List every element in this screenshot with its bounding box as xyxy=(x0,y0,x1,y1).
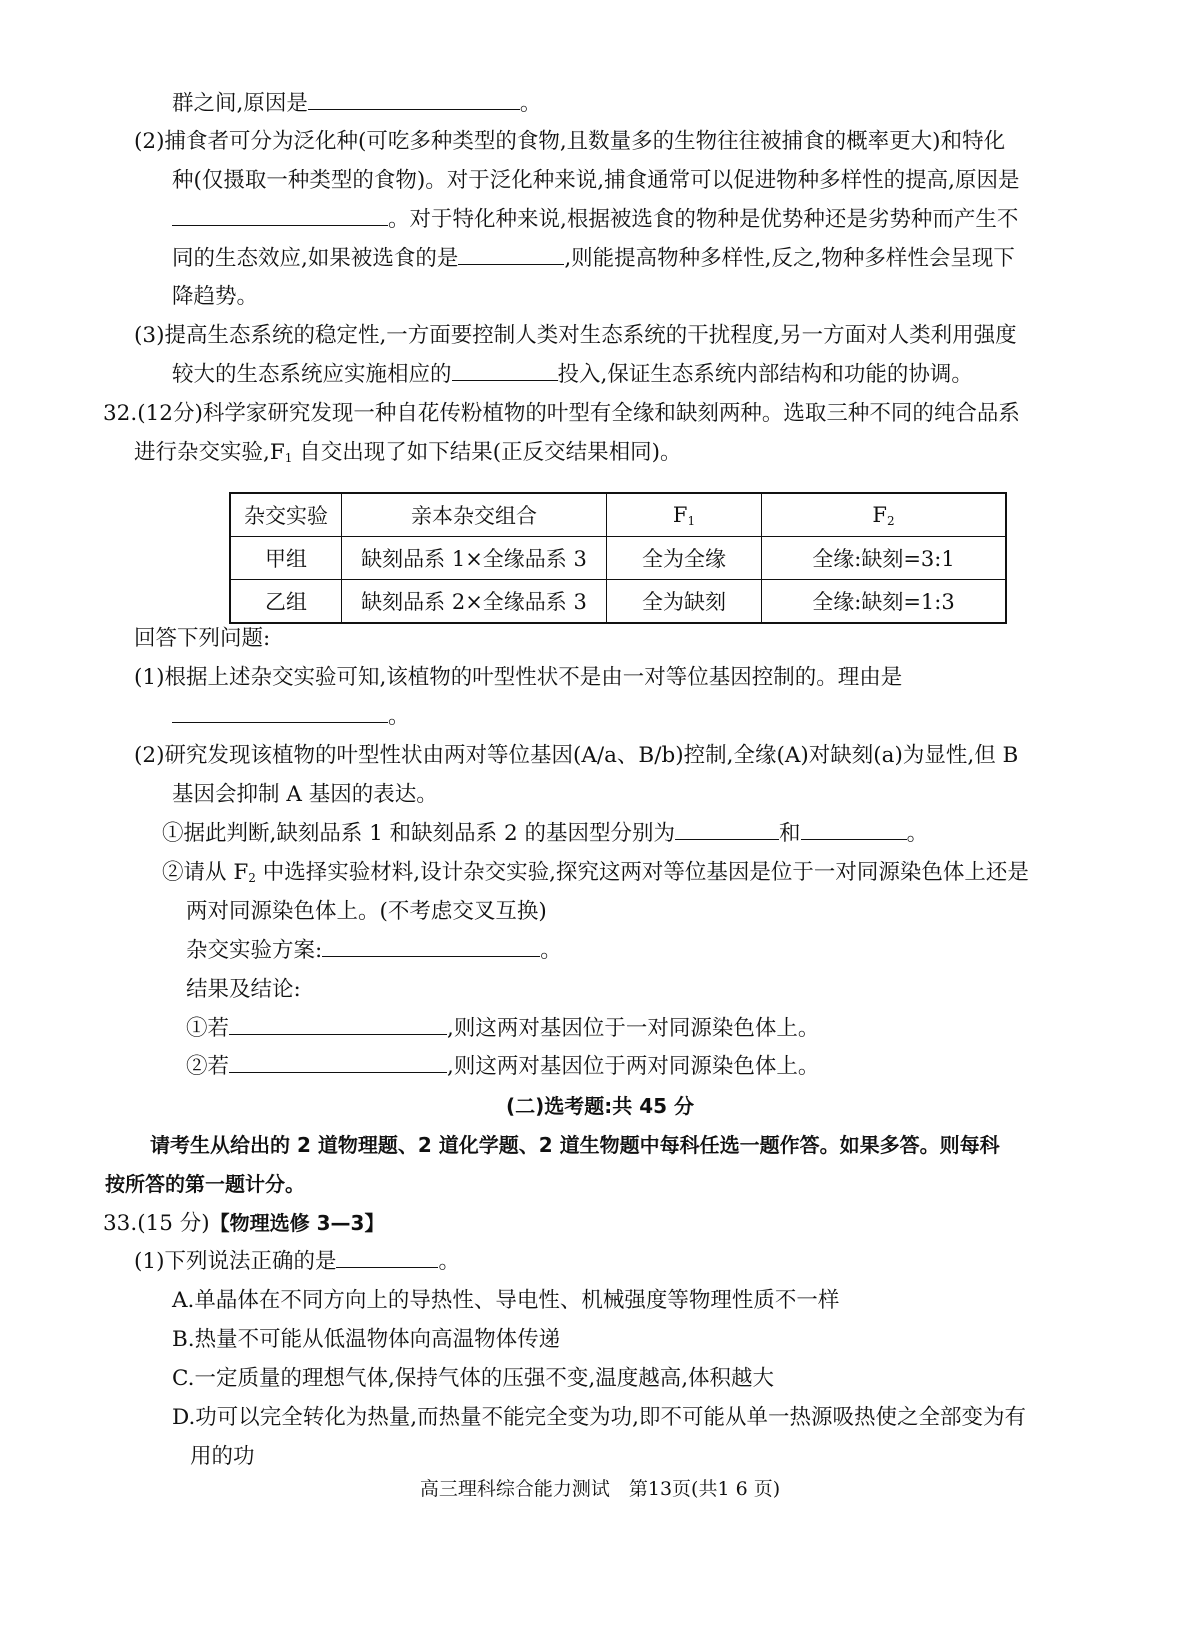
q32-2-c2-text: 和 xyxy=(779,821,801,846)
q31-2-d2-text: ,则能提高物种多样性,反之,物种多样性会呈现下 xyxy=(564,246,1015,271)
header-parents: 亲本杂交组合 xyxy=(342,493,607,537)
q32-b1-text: 进行杂交实验,F xyxy=(134,440,285,465)
period: 。 xyxy=(906,821,929,846)
q31-2-line-e: 降趋势。 xyxy=(172,284,259,309)
q32-1-line-b xyxy=(172,703,410,731)
r1a-text: ①若 xyxy=(186,1016,230,1041)
option-d-line-a: D.功可以完全转化为热量,而热量不能完全变为功,即不可能从单一热源吸热使之全部变为有 xyxy=(172,1405,1026,1430)
scheme-label: 杂交实验方案: xyxy=(186,938,323,963)
q32-2-d2-text: 中选择实验材料,设计杂交实验,探究这两对等位基因是位于一对同源染色体上还是 xyxy=(255,860,1029,885)
table-cell: 全为缺刻 xyxy=(607,580,762,624)
table-header-row xyxy=(230,493,1006,537)
period: 。 xyxy=(519,91,542,116)
q33-tag: 【物理选修 3—3】 xyxy=(209,1211,385,1235)
q31-tail-line xyxy=(172,90,541,118)
table-row xyxy=(230,580,1006,624)
q32-1-line-a: (1)根据上述杂交实验可知,该植物的叶型性状不是由一对等位基因控制的。理由是 xyxy=(134,665,903,690)
q31-tail-text: 群之间,原因是 xyxy=(172,91,308,116)
option-a: A.单晶体在不同方向上的导热性、导电性、机械强度等物理性质不一样 xyxy=(172,1288,840,1313)
result-1-line xyxy=(186,1015,819,1043)
table-row xyxy=(230,537,1006,580)
answer-blank[interactable] xyxy=(229,1054,447,1073)
table-cell: 缺刻品系 1×全缘品系 3 xyxy=(342,537,607,580)
answer-blank[interactable] xyxy=(675,821,779,840)
instruction-line-a: 请考生从给出的 2 道物理题、2 道化学题、2 道生物题中每科任选一题作答。如果多答。则每科 xyxy=(150,1133,1000,1157)
q32-2-line-d xyxy=(162,859,1029,892)
table-cell: 全缘:缺刻=3:1 xyxy=(762,537,1007,580)
q33-1-line xyxy=(134,1248,460,1276)
r2b-text: ,则这两对基因位于两对同源染色体上。 xyxy=(447,1054,820,1079)
table-cell: 缺刻品系 2×全缘品系 3 xyxy=(342,580,607,624)
q32-2-line-e: 两对同源染色体上。(不考虑交叉互换) xyxy=(186,899,547,924)
q32-line-a: 32.(12分)科学家研究发现一种自花传粉植物的叶型有全缘和缺刻两种。选取三种不同的纯合品系 xyxy=(103,401,1020,426)
q31-3-line-b xyxy=(172,361,973,389)
period: 。 xyxy=(438,1249,460,1274)
q31-2-line-a: (2)捕食者可分为泛化种(可吃多种类型的食物,且数量多的生物往往被捕食的概率更大)和特化 xyxy=(134,129,1006,154)
scheme-line xyxy=(186,937,562,965)
answer-blank[interactable] xyxy=(452,362,558,381)
q32-2-d1-text: ②请从 F xyxy=(162,860,249,885)
q31-2-d1-text: 同的生态效应,如果被选食的是 xyxy=(172,246,459,271)
q32-2-line-a: (2)研究发现该植物的叶型性状由两对等位基因(A/a、B/b)控制,全缘(A)对缺刻(a)为显性,但 B xyxy=(134,743,1019,768)
f2-subscript: 2 xyxy=(248,871,256,885)
answer-blank[interactable] xyxy=(801,821,907,840)
q31-2-line-d xyxy=(172,245,1015,273)
answer-blank[interactable] xyxy=(308,91,520,110)
option-b: B.热量不可能从低温物体向高温物体传递 xyxy=(172,1327,561,1352)
q33-line xyxy=(103,1209,384,1238)
q32-b2-text: 自交出现了如下结果(正反交结果相同)。 xyxy=(292,440,682,465)
table-cell: 全为全缘 xyxy=(607,537,762,580)
header-f2: $F_2$ xyxy=(762,493,1007,537)
answer-blank[interactable] xyxy=(172,704,388,723)
q31-3-line-a: (3)提高生态系统的稳定性,一方面要控制人类对生态系统的干扰程度,另一方面对人类利用强度 xyxy=(134,323,1017,348)
r1b-text: ,则这两对基因位于一对同源染色体上。 xyxy=(447,1016,820,1041)
q33-1-text: (1)下列说法正确的是 xyxy=(134,1249,337,1274)
answer-blank[interactable] xyxy=(336,1249,438,1268)
instruction-line-b: 按所答的第一题计分。 xyxy=(105,1172,305,1196)
period: 。 xyxy=(388,704,410,729)
answer-blank[interactable] xyxy=(172,207,388,226)
q33-number: 33.(15 分) xyxy=(103,1211,210,1236)
table-cell: 乙组 xyxy=(230,580,342,624)
answer-blank[interactable] xyxy=(229,1016,447,1035)
f1-subscript: 1 xyxy=(284,451,293,465)
period: 。 xyxy=(540,938,562,963)
header-f1: $F_1$ xyxy=(607,493,762,537)
q31-2-c-text: 。对于特化种来说,根据被选食的物种是优势种还是劣势种而产生不 xyxy=(388,207,1019,232)
q31-2-line-b: 种(仅摄取一种类型的食物)。对于泛化种来说,捕食通常可以促进物种多样性的提高,原因是 xyxy=(172,168,1020,193)
q32-2-line-b: 基因会抑制 A 基因的表达。 xyxy=(172,782,438,807)
option-c: C.一定质量的理想气体,保持气体的压强不变,温度越高,体积越大 xyxy=(172,1366,775,1391)
q31-2-line-c xyxy=(172,206,1018,234)
results-label: 结果及结论: xyxy=(186,977,301,1002)
q32-2-line-c xyxy=(162,820,928,848)
option-d-line-b: 用的功 xyxy=(190,1444,255,1469)
section-title: (二)选考题:共 45 分 xyxy=(505,1094,695,1118)
header-experiment: 杂交实验 xyxy=(230,493,342,537)
answer-blank[interactable] xyxy=(322,938,540,957)
q31-3-b1-text: 较大的生态系统应实施相应的 xyxy=(172,362,452,387)
cross-experiment-table xyxy=(229,492,1007,624)
r2a-text: ②若 xyxy=(186,1054,230,1079)
q31-3-b2-text: 投入,保证生态系统内部结构和功能的协调。 xyxy=(557,362,973,387)
answer-intro: 回答下列问题: xyxy=(134,626,271,651)
table-cell: 全缘:缺刻=1:3 xyxy=(762,580,1007,624)
answer-blank[interactable] xyxy=(458,246,564,265)
result-2-line xyxy=(186,1053,819,1081)
q32-2-c1-text: ①据此判断,缺刻品系 1 和缺刻品系 2 的基因型分别为 xyxy=(162,821,676,846)
table-cell: 甲组 xyxy=(230,537,342,580)
page-footer: 高三理科综合能力测试 第13页(共1 6 页) xyxy=(419,1478,781,1500)
q32-line-b xyxy=(134,439,682,472)
